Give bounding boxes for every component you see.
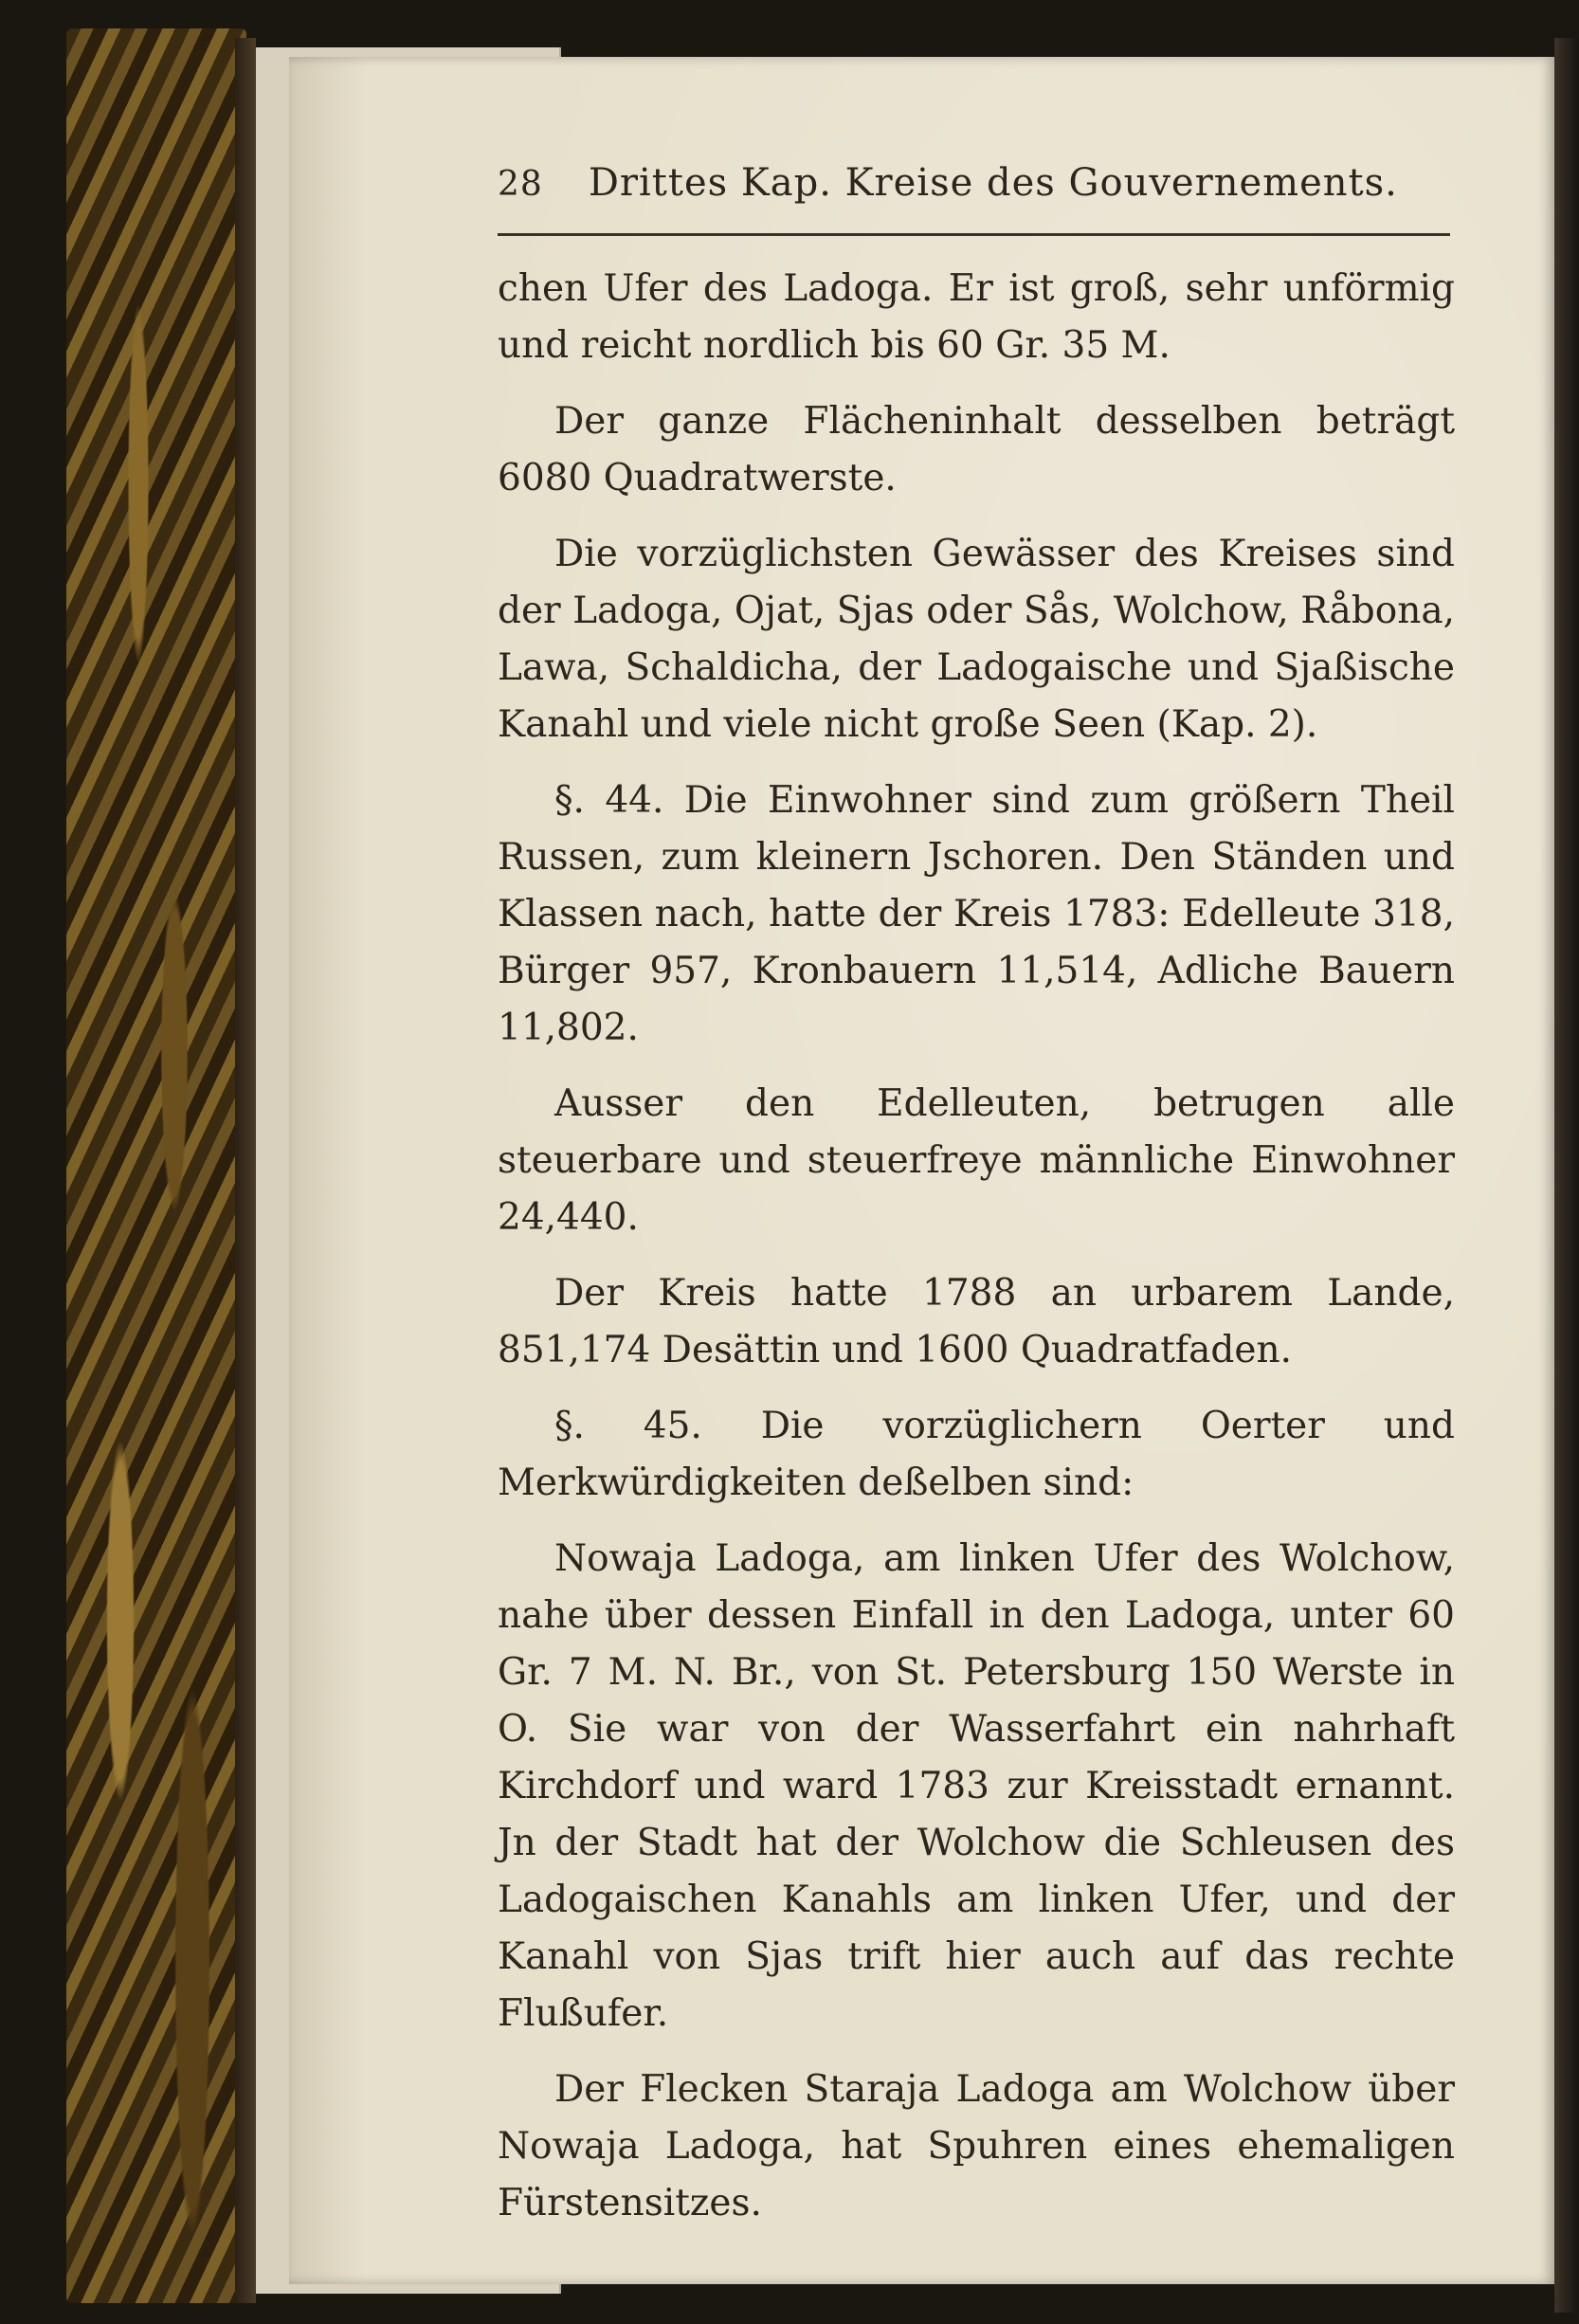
body-text (498, 261, 1455, 2232)
cover-edge (235, 38, 256, 2303)
book-cover (66, 28, 246, 2303)
page-number: 28 (498, 165, 543, 204)
paragraph: Der Kreis hatte 1788 an urbarem Lande, 851,174 Desättin und 1600 Quadratfaden. (498, 1272, 1455, 1371)
next-page-edge (1554, 38, 1579, 2313)
header-rule (498, 233, 1450, 236)
page-header (498, 161, 1455, 205)
running-head: Drittes Kap. Kreise des Gouvernements. (588, 161, 1398, 205)
paragraph: Die vorzüglichsten Gewässer des Kreises sind der Ladoga, Ojat, Sjas oder Sås, Wolchow, Råbona, Lawa, Schaldicha, der Ladogaische und Sjaßische Kanahl und viele nicht große Seen (Kap. 2). (498, 533, 1455, 746)
page-content (498, 161, 1455, 2251)
paragraph: Der Flecken Staraja Ladoga am Wolchow über Nowaja Ladoga, hat Spuhren eines ehemaligen Fürstensitzes. (498, 2068, 1455, 2224)
paragraph: §. 44. Die Einwohner sind zum größern Theil Russen, zum kleinern Jschoren. Den Ständen und Klassen nach, hatte der Kreis 1783: Edelleute 318, Bürger 957, Kronbauern 11,514, Adliche Bauern 11,802. (498, 779, 1455, 1049)
paragraph: §. 45. Die vorzüglichern Oerter und Merkwürdigkeiten deßelben sind: (498, 1405, 1455, 1504)
paragraph: Nowaja Ladoga, am linken Ufer des Wolchow, nahe über dessen Einfall in den Ladoga, unter 60 Gr. 7 M. N. Br., von St. Petersburg 150 Werste in O. Sie war von der Wasserfahrt ein nahrhaft Kirchdorf und ward 1783 zur Kreisstadt ernannt. Jn der Stadt hat der Wolchow die Schleusen des Ladogaischen Kanahls am linken Ufer, und der Kanahl von Sjas trift hier auch auf das rechte Flußufer. (498, 1537, 1455, 2035)
book-page (289, 57, 1554, 2284)
paragraph: Ausser den Edelleuten, betrugen alle steuerbare und steuerfreye männliche Einwohner 24,440. (498, 1082, 1455, 1239)
paragraph: chen Ufer des Ladoga. Er ist groß, sehr unförmig und reicht nordlich bis 60 Gr. 35 M. (498, 267, 1455, 367)
paragraph: Der ganze Flächeninhalt desselben beträgt 6080 Quadratwerste. (498, 400, 1455, 499)
